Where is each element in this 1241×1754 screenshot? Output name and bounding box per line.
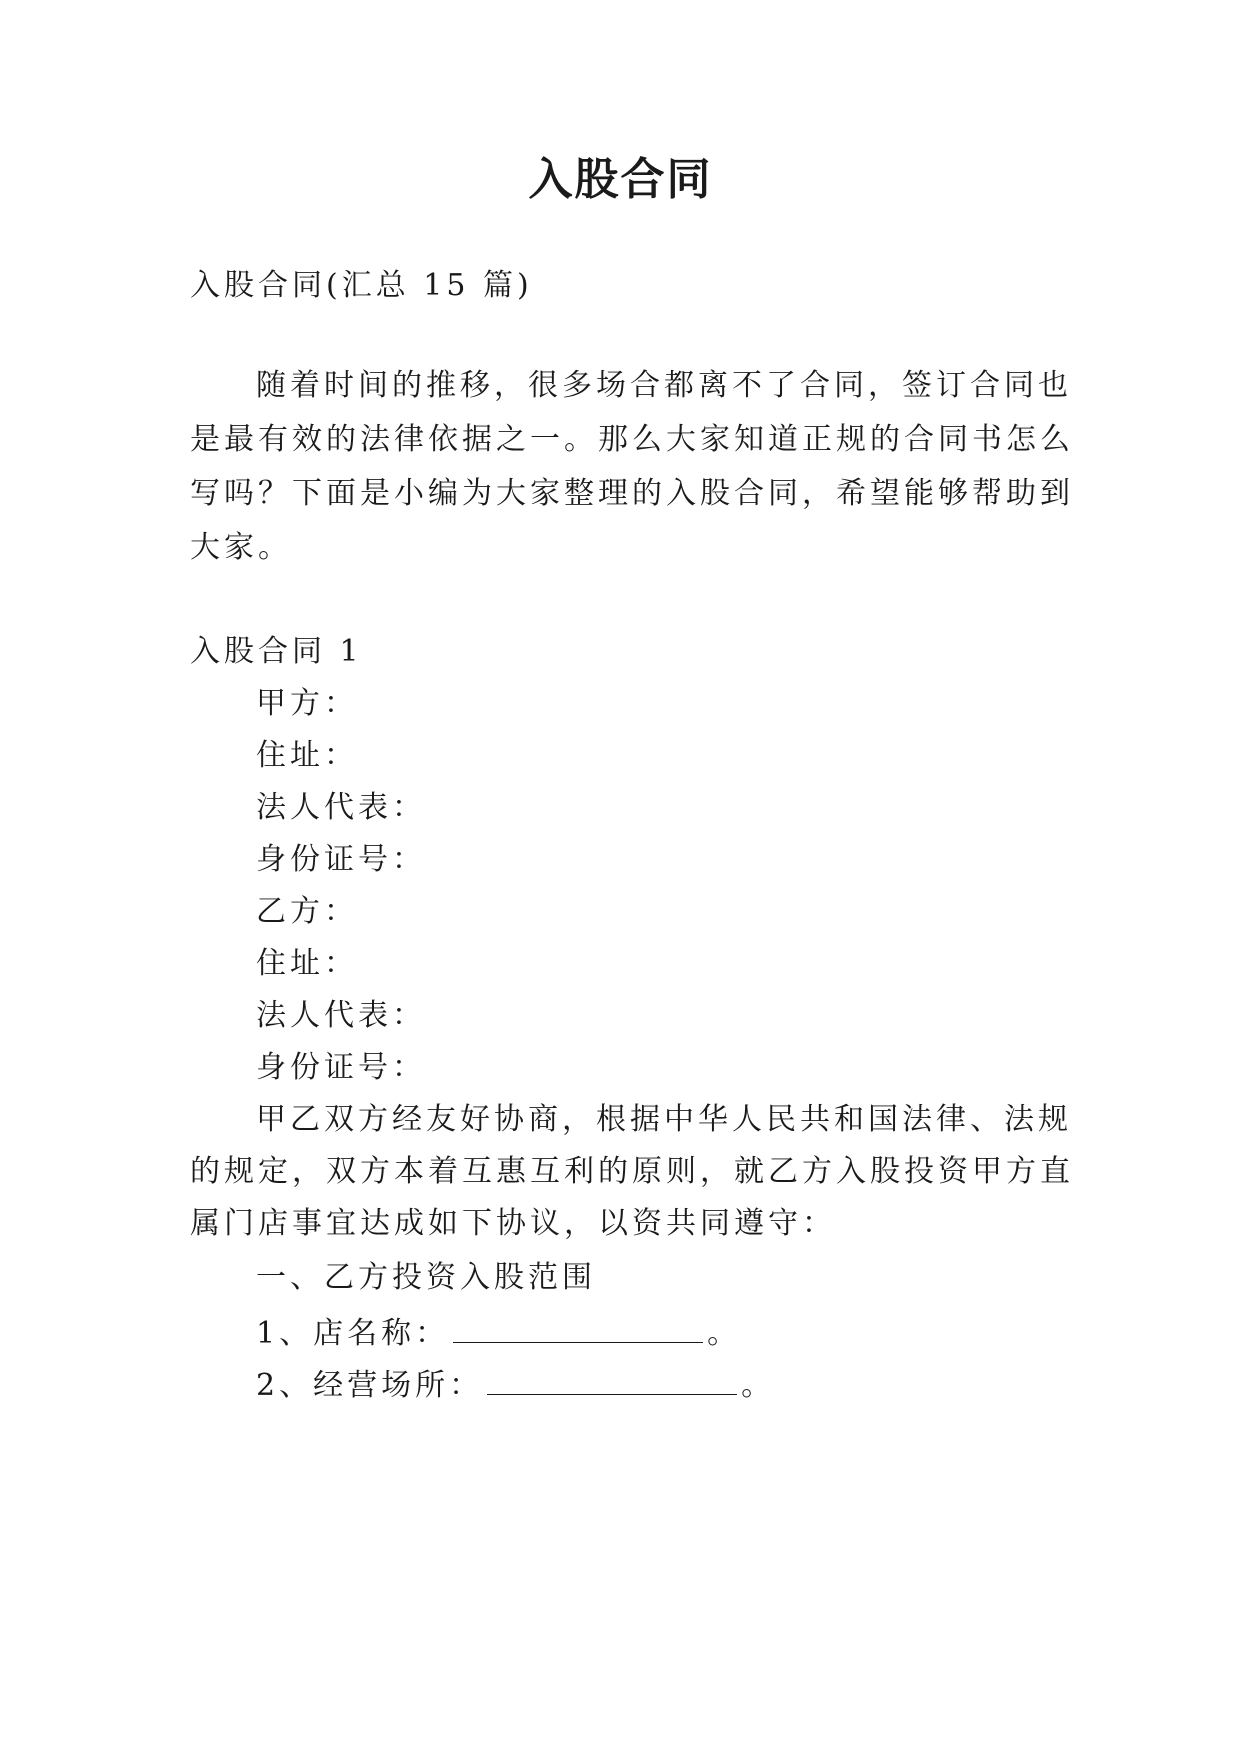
agreement-line-1: 甲乙双方经友好协商，根据中华人民共和国法律、法规 (256, 1102, 1072, 1137)
shop-name-blank-field (453, 1312, 703, 1343)
intro-line-4: 大家。 (190, 530, 292, 565)
intro-line-1: 随着时间的推移，很多场合都离不了合同，签订合同也 (256, 368, 1072, 403)
party-b-id-number: 身份证号： (256, 1050, 426, 1085)
party-b-address: 住址： (256, 946, 358, 981)
item-2-label: 2、经营场所： (256, 1368, 484, 1403)
item-2-business-premises (256, 1364, 1116, 1406)
party-b-legal-rep: 法人代表： (256, 998, 426, 1033)
party-a-id-number: 身份证号： (256, 842, 426, 877)
item-1-suffix: 。 (707, 1316, 742, 1351)
party-b-label: 乙方： (256, 894, 358, 929)
party-a-address: 住址： (256, 738, 358, 773)
premises-blank-field (487, 1364, 737, 1395)
intro-line-2: 是最有效的法律依据之一。那么大家知道正规的合同书怎么 (190, 422, 1074, 457)
agreement-line-2: 的规定，双方本着互惠互利的原则，就乙方入股投资甲方直 (190, 1154, 1074, 1189)
party-a-legal-rep: 法人代表： (256, 790, 426, 825)
item-1-label: 1、店名称： (256, 1316, 450, 1351)
document-title: 入股合同 (528, 154, 713, 205)
item-2-suffix: 。 (741, 1368, 776, 1403)
item-1-shop-name (256, 1312, 1116, 1354)
section-1-title: 一、乙方投资入股范围 (256, 1260, 596, 1295)
contract-heading: 入股合同 1 (190, 634, 363, 669)
party-a-label: 甲方： (256, 686, 358, 721)
intro-line-3: 写吗？下面是小编为大家整理的入股合同，希望能够帮助到 (190, 476, 1074, 511)
agreement-line-3: 属门店事宜达成如下协议，以资共同遵守： (190, 1206, 836, 1241)
document-subtitle: 入股合同(汇总 15 篇) (190, 268, 533, 303)
